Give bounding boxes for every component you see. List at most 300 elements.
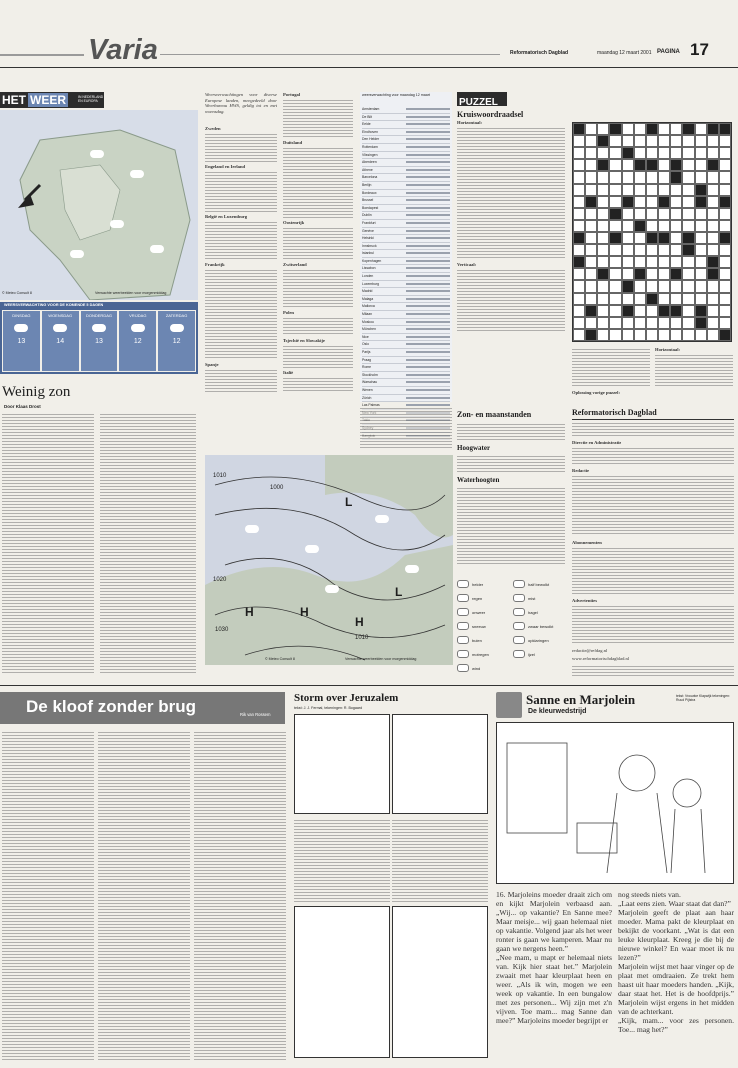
crossword-cell[interactable] bbox=[634, 171, 646, 183]
crossword-cell[interactable] bbox=[585, 159, 597, 171]
crossword-cell[interactable] bbox=[634, 305, 646, 317]
crossword-cell[interactable] bbox=[573, 123, 585, 135]
city-name: De Bilt bbox=[362, 114, 372, 119]
crossword-cell[interactable] bbox=[622, 329, 634, 341]
crossword-cell[interactable] bbox=[634, 293, 646, 305]
cloud-icon bbox=[245, 525, 259, 533]
city-filler bbox=[406, 328, 450, 330]
crossword-cell[interactable] bbox=[646, 135, 658, 147]
crossword-cell[interactable] bbox=[658, 317, 670, 329]
crossword-cell[interactable] bbox=[670, 220, 682, 232]
crossword-cell[interactable] bbox=[609, 268, 621, 280]
crossword-cell[interactable] bbox=[634, 196, 646, 208]
legend-label: buien bbox=[472, 637, 482, 643]
cloud-icon bbox=[70, 250, 84, 258]
colophon-website[interactable]: www.reformatorischdagblad.nl bbox=[572, 656, 630, 661]
crossword-cell[interactable] bbox=[585, 329, 597, 341]
crossword-cell[interactable] bbox=[719, 293, 731, 305]
colophon-title: Reformatorisch Dagblad bbox=[572, 408, 734, 420]
crossword-cell[interactable] bbox=[573, 293, 585, 305]
crossword-cell[interactable] bbox=[707, 220, 719, 232]
crossword-cell[interactable] bbox=[658, 123, 670, 135]
crossword-cell[interactable] bbox=[609, 135, 621, 147]
crossword-cell[interactable] bbox=[622, 171, 634, 183]
crossword-cell[interactable] bbox=[573, 256, 585, 268]
crossword-cell[interactable] bbox=[682, 305, 694, 317]
crossword-cell[interactable] bbox=[609, 317, 621, 329]
crossword-cell[interactable] bbox=[634, 208, 646, 220]
crossword-cell[interactable] bbox=[695, 329, 707, 341]
crossword-cell[interactable] bbox=[658, 208, 670, 220]
crossword-cell[interactable] bbox=[597, 232, 609, 244]
colophon-redactie: Redactie bbox=[572, 468, 590, 473]
crossword-cell[interactable] bbox=[707, 317, 719, 329]
crossword-cell[interactable] bbox=[634, 147, 646, 159]
crossword-cell[interactable] bbox=[634, 268, 646, 280]
legend-item bbox=[457, 592, 509, 604]
city-name: München bbox=[362, 327, 376, 332]
city-filler bbox=[406, 222, 450, 224]
crossword-cell[interactable] bbox=[609, 159, 621, 171]
crossword-cell[interactable] bbox=[658, 147, 670, 159]
crossword-cell[interactable] bbox=[695, 317, 707, 329]
crossword-cell[interactable] bbox=[682, 317, 694, 329]
crossword-cell[interactable] bbox=[609, 305, 621, 317]
crossword-cell[interactable] bbox=[646, 256, 658, 268]
crossword-cell[interactable] bbox=[658, 293, 670, 305]
crossword-cell[interactable] bbox=[707, 208, 719, 220]
crossword-cell[interactable] bbox=[634, 256, 646, 268]
crossword-cell[interactable] bbox=[719, 317, 731, 329]
crossword-cell[interactable] bbox=[609, 196, 621, 208]
crossword-cell[interactable] bbox=[670, 208, 682, 220]
crossword-cell[interactable] bbox=[609, 184, 621, 196]
crossword-cell[interactable] bbox=[682, 135, 694, 147]
crossword-cell[interactable] bbox=[682, 147, 694, 159]
crossword-cell[interactable] bbox=[719, 208, 731, 220]
crossword-cell[interactable] bbox=[695, 171, 707, 183]
city-row bbox=[362, 243, 450, 251]
crossword-cell[interactable] bbox=[634, 244, 646, 256]
crossword-cell[interactable] bbox=[585, 196, 597, 208]
crossword-cell[interactable] bbox=[597, 159, 609, 171]
crossword-cell[interactable] bbox=[670, 268, 682, 280]
country-text bbox=[283, 98, 353, 138]
crossword-cell[interactable] bbox=[670, 329, 682, 341]
crossword-cell[interactable] bbox=[585, 293, 597, 305]
crossword-cell[interactable] bbox=[695, 268, 707, 280]
crossword-cell[interactable] bbox=[670, 171, 682, 183]
city-row bbox=[362, 372, 450, 380]
crossword-cell[interactable] bbox=[695, 244, 707, 256]
crossword-cell[interactable] bbox=[707, 280, 719, 292]
crossword-cell[interactable] bbox=[573, 244, 585, 256]
crossword-cell[interactable] bbox=[622, 123, 634, 135]
crossword-cell[interactable] bbox=[658, 232, 670, 244]
crossword-cell[interactable] bbox=[646, 171, 658, 183]
crossword-cell[interactable] bbox=[658, 268, 670, 280]
crossword-cell[interactable] bbox=[682, 244, 694, 256]
crossword-cell[interactable] bbox=[658, 220, 670, 232]
crossword-cell[interactable] bbox=[682, 268, 694, 280]
puzzle-right-label: Horizontaal: bbox=[655, 347, 681, 352]
crossword-cell[interactable] bbox=[573, 184, 585, 196]
crossword-cell[interactable] bbox=[670, 159, 682, 171]
crossword-cell[interactable] bbox=[646, 305, 658, 317]
city-filler bbox=[406, 343, 450, 345]
crossword-cell[interactable] bbox=[707, 196, 719, 208]
crossword-cell[interactable] bbox=[634, 220, 646, 232]
crossword-cell[interactable] bbox=[707, 159, 719, 171]
crossword-cell[interactable] bbox=[682, 280, 694, 292]
crossword-cell[interactable] bbox=[682, 171, 694, 183]
crossword-cell[interactable] bbox=[597, 196, 609, 208]
cloud-icon bbox=[405, 565, 419, 573]
city-filler bbox=[406, 108, 450, 110]
crossword-cell[interactable] bbox=[670, 293, 682, 305]
crossword-cell[interactable] bbox=[597, 135, 609, 147]
city-name: Praag bbox=[362, 357, 372, 362]
crossword-cell[interactable] bbox=[585, 256, 597, 268]
crossword-cell[interactable] bbox=[622, 184, 634, 196]
crossword-cell[interactable] bbox=[719, 123, 731, 135]
crossword-cell[interactable] bbox=[707, 232, 719, 244]
crossword-cell[interactable] bbox=[646, 232, 658, 244]
crossword-cell[interactable] bbox=[634, 280, 646, 292]
crossword-cell[interactable] bbox=[622, 293, 634, 305]
crossword-cell[interactable] bbox=[597, 244, 609, 256]
crossword-cell[interactable] bbox=[670, 123, 682, 135]
crossword-cell[interactable] bbox=[646, 220, 658, 232]
crossword-cell[interactable] bbox=[646, 244, 658, 256]
crossword-cell[interactable] bbox=[622, 280, 634, 292]
crossword-cell[interactable] bbox=[646, 317, 658, 329]
crossword-cell[interactable] bbox=[707, 123, 719, 135]
crossword-cell[interactable] bbox=[597, 268, 609, 280]
crossword-cell[interactable] bbox=[597, 171, 609, 183]
legend-label: helder bbox=[472, 581, 484, 587]
crossword-cell[interactable] bbox=[695, 123, 707, 135]
colophon-text bbox=[572, 546, 734, 594]
city-name: Bordeaux bbox=[362, 190, 377, 195]
crossword-cell[interactable] bbox=[719, 135, 731, 147]
crossword-cell[interactable] bbox=[682, 196, 694, 208]
city-filler bbox=[406, 131, 450, 133]
crossword-cell[interactable] bbox=[585, 208, 597, 220]
crossword-cell[interactable] bbox=[573, 317, 585, 329]
crossword-cell[interactable] bbox=[719, 256, 731, 268]
crossword-cell[interactable] bbox=[695, 293, 707, 305]
crossword-cell[interactable] bbox=[707, 268, 719, 280]
crossword-cell[interactable] bbox=[622, 268, 634, 280]
crossword-cell[interactable] bbox=[597, 293, 609, 305]
crossword-cell[interactable] bbox=[719, 268, 731, 280]
country-head: België en Luxemburg bbox=[205, 214, 248, 219]
crossword-cell[interactable] bbox=[695, 280, 707, 292]
crossword-cell[interactable] bbox=[719, 329, 731, 341]
crossword-cell[interactable] bbox=[597, 329, 609, 341]
crossword-cell[interactable] bbox=[646, 159, 658, 171]
crossword-cell[interactable] bbox=[597, 305, 609, 317]
city-name: Rome bbox=[362, 365, 372, 370]
crossword-cell[interactable] bbox=[670, 184, 682, 196]
sanne-subtitle: De kleurwedstrijd bbox=[528, 708, 587, 715]
crossword-cell[interactable] bbox=[622, 208, 634, 220]
city-row bbox=[362, 303, 450, 311]
crossword-cell[interactable] bbox=[707, 329, 719, 341]
crossword-cell[interactable] bbox=[597, 208, 609, 220]
crossword-cell[interactable] bbox=[658, 171, 670, 183]
zon-maan-block bbox=[457, 410, 565, 570]
crossword-cell[interactable] bbox=[609, 123, 621, 135]
crossword-cell[interactable] bbox=[658, 280, 670, 292]
crossword-cell[interactable] bbox=[695, 147, 707, 159]
crossword-cell[interactable] bbox=[658, 244, 670, 256]
legend-item bbox=[457, 578, 509, 590]
city-rows bbox=[362, 106, 450, 440]
crossword-cell[interactable] bbox=[622, 196, 634, 208]
city-name: Dublin bbox=[362, 213, 372, 218]
crossword-cell[interactable] bbox=[719, 184, 731, 196]
weather-brand-het: HET bbox=[2, 93, 26, 107]
crossword-cell[interactable] bbox=[634, 329, 646, 341]
crossword-cell[interactable] bbox=[573, 329, 585, 341]
legend-item bbox=[457, 606, 509, 618]
colophon-email[interactable]: redactie@refdag.nl bbox=[572, 648, 608, 653]
city-row bbox=[362, 106, 450, 114]
crossword-cell[interactable] bbox=[634, 159, 646, 171]
crossword-cell[interactable] bbox=[658, 329, 670, 341]
crossword-cell[interactable] bbox=[597, 147, 609, 159]
crossword-cell[interactable] bbox=[695, 305, 707, 317]
crossword-cell[interactable] bbox=[682, 293, 694, 305]
country-text bbox=[283, 226, 353, 260]
crossword-cell[interactable] bbox=[573, 159, 585, 171]
crossword-cell[interactable] bbox=[719, 171, 731, 183]
crossword-cell[interactable] bbox=[719, 147, 731, 159]
crossword-cell[interactable] bbox=[597, 184, 609, 196]
crossword-cell[interactable] bbox=[646, 293, 658, 305]
crossword-cell[interactable] bbox=[658, 159, 670, 171]
table-footnote bbox=[360, 406, 452, 450]
crossword-cell[interactable] bbox=[573, 305, 585, 317]
crossword-cell[interactable] bbox=[609, 293, 621, 305]
crossword-cell[interactable] bbox=[609, 329, 621, 341]
crossword-cell[interactable] bbox=[658, 184, 670, 196]
crossword-cell[interactable] bbox=[682, 123, 694, 135]
crossword-cell[interactable] bbox=[695, 256, 707, 268]
crossword-cell[interactable] bbox=[634, 317, 646, 329]
city-row bbox=[362, 250, 450, 258]
crossword-cell[interactable] bbox=[695, 159, 707, 171]
crossword-cell[interactable] bbox=[658, 196, 670, 208]
crossword-cell[interactable] bbox=[682, 208, 694, 220]
crossword-cell[interactable] bbox=[670, 280, 682, 292]
crossword-cell[interactable] bbox=[634, 135, 646, 147]
city-filler bbox=[406, 123, 450, 125]
crossword-cell[interactable] bbox=[634, 232, 646, 244]
city-filler bbox=[406, 351, 450, 353]
crossword-cell[interactable] bbox=[573, 268, 585, 280]
crossword-cell[interactable] bbox=[585, 135, 597, 147]
crossword-cell[interactable] bbox=[609, 220, 621, 232]
crossword-cell[interactable] bbox=[670, 232, 682, 244]
crossword-cell[interactable] bbox=[695, 208, 707, 220]
crossword-cell[interactable] bbox=[622, 147, 634, 159]
crossword-cell[interactable] bbox=[573, 208, 585, 220]
crossword-cell[interactable] bbox=[719, 159, 731, 171]
colophon-text bbox=[572, 474, 734, 536]
crossword-cell[interactable] bbox=[670, 196, 682, 208]
crossword-cell[interactable] bbox=[695, 232, 707, 244]
city-filler bbox=[406, 359, 450, 361]
crossword-cell[interactable] bbox=[585, 232, 597, 244]
crossword-cell[interactable] bbox=[646, 123, 658, 135]
city-filler bbox=[406, 230, 450, 232]
crossword-cell[interactable] bbox=[695, 135, 707, 147]
city-name: Moskou bbox=[362, 319, 374, 324]
crossword-cell[interactable] bbox=[682, 256, 694, 268]
crossword-cell[interactable] bbox=[573, 171, 585, 183]
crossword-cell[interactable] bbox=[670, 244, 682, 256]
weinig-zon-article bbox=[0, 382, 198, 682]
cloud-icon bbox=[150, 245, 164, 253]
crossword-cell[interactable] bbox=[585, 147, 597, 159]
weather-symbol-icon bbox=[457, 636, 469, 644]
crossword-cell[interactable] bbox=[597, 256, 609, 268]
crossword-cell[interactable] bbox=[609, 147, 621, 159]
crossword-cell[interactable] bbox=[707, 305, 719, 317]
crossword-cell[interactable] bbox=[682, 220, 694, 232]
crossword-cell[interactable] bbox=[670, 256, 682, 268]
crossword-cell[interactable] bbox=[622, 305, 634, 317]
article-body bbox=[2, 412, 94, 674]
crossword-cell[interactable] bbox=[622, 256, 634, 268]
crossword-cell[interactable] bbox=[682, 159, 694, 171]
crossword-cell[interactable] bbox=[719, 280, 731, 292]
country-text bbox=[283, 268, 353, 308]
crossword-cell[interactable] bbox=[585, 305, 597, 317]
crossword-cell[interactable] bbox=[634, 184, 646, 196]
kloof-body bbox=[194, 730, 286, 1060]
country-text bbox=[205, 268, 277, 360]
pressure-map-svg bbox=[205, 455, 453, 665]
crossword-cell[interactable] bbox=[585, 268, 597, 280]
crossword-cell[interactable] bbox=[634, 123, 646, 135]
crossword-cell[interactable] bbox=[622, 244, 634, 256]
crossword-cell[interactable] bbox=[609, 232, 621, 244]
crossword-cell[interactable] bbox=[719, 196, 731, 208]
weather-brand-weer: WEER bbox=[30, 93, 66, 107]
crossword-cell[interactable] bbox=[597, 123, 609, 135]
crossword-cell[interactable] bbox=[658, 256, 670, 268]
crossword-cell[interactable] bbox=[622, 159, 634, 171]
city-row bbox=[362, 334, 450, 342]
crossword-cell[interactable] bbox=[646, 147, 658, 159]
crossword-cell[interactable] bbox=[585, 171, 597, 183]
pressure-credit: © Meteo Consult 8 bbox=[265, 657, 295, 661]
crossword-cell[interactable] bbox=[682, 232, 694, 244]
crossword-cell[interactable] bbox=[707, 135, 719, 147]
crossword-cell[interactable] bbox=[573, 147, 585, 159]
crossword-cell[interactable] bbox=[707, 244, 719, 256]
crossword-cell[interactable] bbox=[719, 244, 731, 256]
crossword-cell[interactable] bbox=[707, 256, 719, 268]
crossword-cell[interactable] bbox=[670, 135, 682, 147]
crossword-cell[interactable] bbox=[585, 123, 597, 135]
crossword-cell[interactable] bbox=[585, 220, 597, 232]
crossword-cell[interactable] bbox=[585, 280, 597, 292]
crossword-cell[interactable] bbox=[670, 305, 682, 317]
crossword-cell[interactable] bbox=[646, 329, 658, 341]
crossword-cell[interactable] bbox=[695, 196, 707, 208]
crossword-cell[interactable] bbox=[670, 147, 682, 159]
puzzle-clues-right bbox=[655, 353, 733, 387]
crossword-cell[interactable] bbox=[597, 280, 609, 292]
legend-item bbox=[513, 592, 565, 604]
crossword-cell[interactable] bbox=[682, 184, 694, 196]
city-filler bbox=[406, 336, 450, 338]
crossword-cell[interactable] bbox=[609, 208, 621, 220]
crossword-cell[interactable] bbox=[573, 232, 585, 244]
crossword-cell[interactable] bbox=[646, 184, 658, 196]
crossword-cell[interactable] bbox=[585, 184, 597, 196]
crossword-cell[interactable] bbox=[707, 147, 719, 159]
crossword-cell[interactable] bbox=[609, 171, 621, 183]
crossword-cell[interactable] bbox=[695, 220, 707, 232]
legend-item bbox=[457, 620, 509, 632]
pressure-credit2: Verwachte weerbeelden voor morgenmiddag bbox=[345, 657, 417, 661]
crossword-cell[interactable] bbox=[597, 220, 609, 232]
crossword-cell[interactable] bbox=[670, 317, 682, 329]
city-row bbox=[362, 220, 450, 228]
pressure-marker: L bbox=[345, 495, 353, 509]
crossword-cell[interactable] bbox=[573, 220, 585, 232]
crossword-cell[interactable] bbox=[609, 244, 621, 256]
crossword-cell[interactable] bbox=[646, 268, 658, 280]
country-head: Engeland en Ierland bbox=[205, 164, 246, 169]
legend-item bbox=[513, 620, 565, 632]
crossword-cell[interactable] bbox=[573, 280, 585, 292]
crossword-cell[interactable] bbox=[597, 317, 609, 329]
crossword-cell[interactable] bbox=[682, 329, 694, 341]
crossword-cell[interactable] bbox=[719, 305, 731, 317]
crossword-cell[interactable] bbox=[585, 317, 597, 329]
crossword-cell[interactable] bbox=[622, 317, 634, 329]
crossword-cell[interactable] bbox=[622, 232, 634, 244]
crossword-cell[interactable] bbox=[609, 280, 621, 292]
crossword-cell[interactable] bbox=[719, 220, 731, 232]
crossword-cell[interactable] bbox=[707, 184, 719, 196]
crossword-cell[interactable] bbox=[622, 220, 634, 232]
crossword-cell[interactable] bbox=[707, 293, 719, 305]
crossword-cell[interactable] bbox=[609, 256, 621, 268]
crossword-cell[interactable] bbox=[707, 171, 719, 183]
crossword-cell[interactable] bbox=[719, 232, 731, 244]
crossword-cell[interactable] bbox=[573, 196, 585, 208]
hoogwater-text bbox=[457, 454, 565, 472]
crossword-cell[interactable] bbox=[646, 280, 658, 292]
crossword-cell[interactable] bbox=[658, 135, 670, 147]
crossword-cell[interactable] bbox=[646, 196, 658, 208]
crossword-cell[interactable] bbox=[658, 305, 670, 317]
crossword-cell[interactable] bbox=[646, 208, 658, 220]
crossword-cell[interactable] bbox=[695, 184, 707, 196]
sanne-text-right: nog steeds niets van. „Laat eens zien. Waar staat dat dan?” Marjolein geeft de plaat aan haar moeder. Mama pakt de kleurplaat en bekijkt de voorkant. „Wat is dat een leuke kleurplaat. Kreeg je die bij de nieuwe winkel? En waar moet ik nu lezen?” Marjolein wijst met haar vinger op de plaat met omdraaien. Ze trekt hem haast uit haar moeders handen. „Kijk, daar staat het. Het is de hoofdprijs.” Marjolein wijst ergens in het midden van de achterkant. „Kijk, mam... voor zes personen. Toe... mag het?” bbox=[618, 890, 734, 1034]
crossword-cell[interactable] bbox=[585, 244, 597, 256]
crossword-cell[interactable] bbox=[622, 135, 634, 147]
crossword-cell[interactable] bbox=[573, 135, 585, 147]
